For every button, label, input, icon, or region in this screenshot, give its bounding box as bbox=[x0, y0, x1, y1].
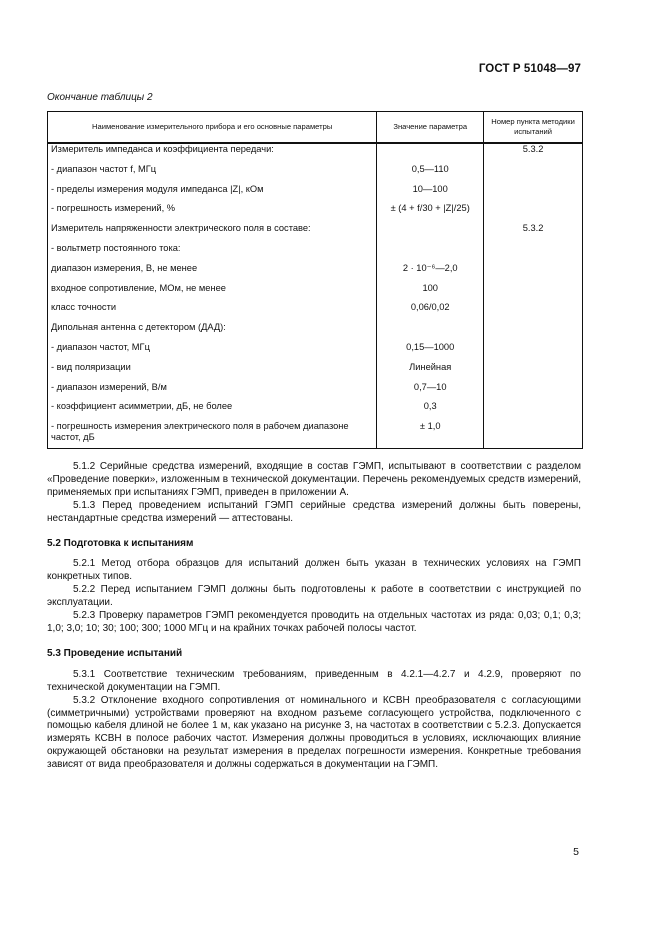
cell-value: ± (4 + f/30 + |Z|/25) bbox=[377, 203, 484, 223]
cell-name: - вид поляризации bbox=[48, 362, 377, 382]
cell-ref bbox=[484, 164, 583, 184]
cell-name: входное сопротивление, МОм, не менее bbox=[48, 283, 377, 303]
table-row bbox=[48, 362, 583, 382]
table-row bbox=[48, 184, 583, 204]
table-row bbox=[48, 302, 583, 322]
cell-value: 0,3 bbox=[377, 401, 484, 421]
cell-name: - диапазон частот, МГц bbox=[48, 342, 377, 362]
table-row bbox=[48, 322, 583, 342]
cell-name: - пределы измерения модуля импеданса |Z|, кОм bbox=[48, 184, 377, 204]
parameters-table bbox=[47, 111, 583, 449]
table-caption: Окончание таблицы 2 bbox=[47, 92, 153, 103]
section-heading-5-2: 5.2 Подготовка к испытаниям bbox=[47, 537, 194, 549]
cell-value bbox=[377, 143, 484, 164]
table-row bbox=[48, 164, 583, 184]
cell-value: 2 · 10⁻⁶—2,0 bbox=[377, 263, 484, 283]
cell-name: Дипольная антенна с детектором (ДАД): bbox=[48, 322, 377, 342]
table-row bbox=[48, 263, 583, 283]
cell-value: 10—100 bbox=[377, 184, 484, 204]
table-row bbox=[48, 421, 583, 449]
cell-value: 0,5—110 bbox=[377, 164, 484, 184]
cell-ref bbox=[484, 382, 583, 402]
cell-value: Линейная bbox=[377, 362, 484, 382]
cell-ref bbox=[484, 401, 583, 421]
cell-ref bbox=[484, 243, 583, 263]
column-header-name: Наименование измерительного прибора и его основные параметры bbox=[48, 112, 377, 144]
page-number: 5 bbox=[573, 846, 579, 858]
table-row bbox=[48, 401, 583, 421]
cell-name: - погрешность измерения электрического поля в рабочем диапазоне частот, дБ bbox=[48, 421, 377, 449]
paragraph-5-2-3: 5.2.3 Проверку параметров ГЭМП рекомендуется проводить на отдельных частотах из ряда: 0,03; 0,1; 0,3; 1,0; 3,0; 10; 30; 100; 300; 1000 МГц и на крайних точках рабочей полосы частот. bbox=[47, 610, 581, 634]
cell-value: 100 bbox=[377, 283, 484, 303]
cell-value bbox=[377, 322, 484, 342]
cell-value: 0,15—1000 bbox=[377, 342, 484, 362]
cell-ref bbox=[484, 203, 583, 223]
cell-name: Измеритель импеданса и коэффициента передачи: bbox=[48, 143, 377, 164]
table-row bbox=[48, 143, 583, 164]
document-code: ГОСТ Р 51048—97 bbox=[478, 63, 581, 75]
column-header-value: Значение параметра bbox=[377, 112, 484, 144]
cell-name: - погрешность измерений, % bbox=[48, 203, 377, 223]
cell-ref bbox=[484, 283, 583, 303]
paragraph-5-1-2: 5.1.2 Серийные средства измерений, входящие в состав ГЭМП, испытывают в соответствии с разделом «Проведение поверки», изложенным в технической документации. Перечень рекомендуемых средств измерений, применяемых при испытаниях ГЭМП, приведен в приложении А. bbox=[47, 461, 581, 498]
cell-ref bbox=[484, 342, 583, 362]
paragraph-5-3-2: 5.3.2 Отклонение входного сопротивления от номинального и КСВН преобразователя с согласующими (симметричными) устройствами проверяют на входном разъеме согласующего устройства, подключенного с помощью кабеля длиной не более 1 м, как указано на рисунке 3, на частотах в соответствии с 5.2.3. Допускается измерять КСВН в полосе рабочих частот. Измерения должны проводиться в условиях, исключающих влияние окружающей обстановки на результат измерения в пределах погрешности измерения. Конкретные требования зависят от вида преобразователя и должны содержаться в документации на ГЭМП. bbox=[47, 694, 581, 771]
table-row bbox=[48, 342, 583, 362]
cell-value bbox=[377, 243, 484, 263]
cell-value: 0,06/0,02 bbox=[377, 302, 484, 322]
cell-name: - коэффициент асимметрии, дБ, не более bbox=[48, 401, 377, 421]
cell-ref bbox=[484, 263, 583, 283]
cell-ref bbox=[484, 302, 583, 322]
cell-ref: 5.3.2 bbox=[484, 223, 583, 243]
cell-ref: 5.3.2 bbox=[484, 143, 583, 164]
section-heading-5-3: 5.3 Проведение испытаний bbox=[47, 647, 183, 659]
cell-ref bbox=[484, 362, 583, 382]
cell-ref bbox=[484, 322, 583, 342]
table-header-row bbox=[48, 112, 583, 144]
cell-name: диапазон измерения, В, не менее bbox=[48, 263, 377, 283]
cell-name: Измеритель напряженности электрического поля в составе: bbox=[48, 223, 377, 243]
table-row bbox=[48, 382, 583, 402]
cell-name: класс точности bbox=[48, 302, 377, 322]
cell-value bbox=[377, 223, 484, 243]
paragraph-5-1-3: 5.1.3 Перед проведением испытаний ГЭМП серийные средства измерений должны быть поверены, нестандартные средства измерений — аттестованы. bbox=[47, 499, 581, 524]
paragraph-5-2-2: 5.2.2 Перед испытанием ГЭМП должны быть подготовлены к работе в соответствии с инструкцией по эксплуатации. bbox=[47, 584, 581, 609]
cell-name: - диапазон измерений, В/м bbox=[48, 382, 377, 402]
paragraph-5-3-1: 5.3.1 Соответствие техническим требованиям, приведенным в 4.2.1—4.2.7 и 4.2.9, проверяют по технической документации на ГЭМП. bbox=[47, 668, 581, 693]
column-header-ref: Номер пункта методики испытаний bbox=[484, 112, 583, 144]
table-row bbox=[48, 283, 583, 303]
cell-value: ± 1,0 bbox=[377, 421, 484, 449]
cell-ref bbox=[484, 184, 583, 204]
table-row bbox=[48, 203, 583, 223]
cell-name: - вольтметр постоянного тока: bbox=[48, 243, 377, 263]
cell-value: 0,7—10 bbox=[377, 382, 484, 402]
table-row bbox=[48, 243, 583, 263]
paragraph-5-2-1: 5.2.1 Метод отбора образцов для испытаний должен быть указан в технических условиях на ГЭМП конкретных типов. bbox=[47, 558, 581, 583]
cell-ref bbox=[484, 421, 583, 449]
cell-name: - диапазон частот f, МГц bbox=[48, 164, 377, 184]
table-row bbox=[48, 223, 583, 243]
body-text bbox=[47, 461, 581, 772]
